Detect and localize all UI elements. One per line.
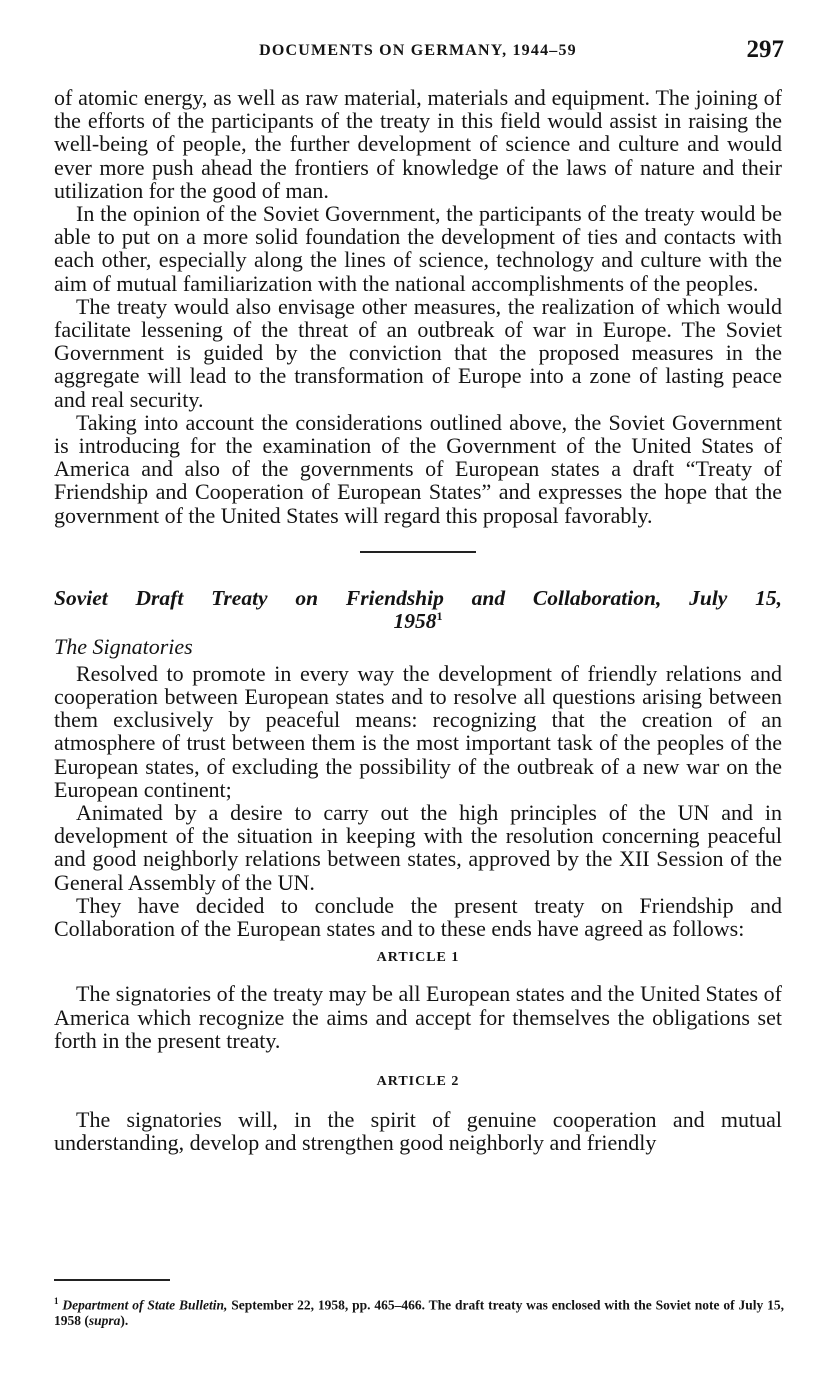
document-title-line2: 1958 (393, 608, 437, 633)
footnote-number: 1 (54, 1296, 59, 1306)
paragraph: of atomic energy, as well as raw material, materials and equipment. The joining of the efforts of the participants of the treaty in this field would assist in raising the well-being of people, the further development of science and culture and would ever more push ahead the frontiers of knowledge of the laws of nature and their utilization for the good of man. (54, 85, 782, 203)
footnote-text-b: ). (120, 1312, 129, 1328)
footnote-divider (54, 1279, 170, 1281)
signatories-heading: The Signatories (54, 633, 193, 659)
article-1-heading: ARTICLE 1 (376, 950, 460, 966)
footnote-source: Department of State Bulletin, (62, 1297, 228, 1313)
document-title (54, 587, 782, 633)
document-title-line1: Soviet Draft Treaty on Friendship and Collaboration, July 15, (54, 585, 782, 610)
preamble-paragraph: Animated by a desire to carry out the high principles of the UN and in development of the situation in keeping with the resolution concerning peaceful and good neighborly relations between states, approved by the XII Session of the General Assembly of the UN. (54, 800, 782, 895)
article-1-text: The signatories of the treaty may be all European states and the United States of America which recognize the aims and accept for themselves the obligations set forth in the present treaty. (54, 981, 782, 1053)
paragraph: The treaty would also envisage other measures, the realization of which would facilitate lessening of the threat of an outbreak of war in Europe. The Soviet Government is guided by the conviction that the proposed measures in the aggregate will lead to the transformation of Europe into a zone of lasting peace and real security. (54, 293, 782, 412)
article-2-heading: ARTICLE 2 (376, 1073, 460, 1089)
footnote-supra: supra (88, 1312, 121, 1328)
paragraph: Taking into account the considerations outlined above, the Soviet Government is introducing for the examination of the Government of the United States of America and also of the governments of European states a draft “Treaty of Friendship and Cooperation of European States” and expresses the hope that the government of the United States will regard this proposal favorably. (54, 409, 782, 528)
article-2-text: The signatories will, in the spirit of genuine cooperation and mutual understanding, develop and strengthen good neighborly and friendly (54, 1106, 782, 1156)
page-body (54, 86, 782, 1154)
page-header (0, 38, 836, 68)
page-number: 297 (746, 36, 784, 63)
paragraph: In the opinion of the Soviet Government, the participants of the treaty would be able to put on a more solid foundation the development of ties and contacts with each other, especially along the lines of science, technology and culture with the aim of mutual familiarization with the national accomplishments of the peoples. (54, 201, 782, 296)
footnote (54, 1294, 784, 1328)
section-divider (360, 551, 476, 553)
preamble-paragraph: Resolved to promote in every way the development of friendly relations and cooperation between European states and to resolve all questions arising between them exclusively by peaceful means: recognizing that the creation of an atmosphere of trust between them is the most important task of the peoples of the European states, of excluding the possibility of the outbreak of a new war on the European continent; (54, 660, 782, 802)
footnote-text-a: September 22, 1958, pp. 465–466. The draft treaty was enclosed with the Soviet note of July 15, 1958 ( (54, 1297, 785, 1328)
running-head: DOCUMENTS ON GERMANY, 1944–59 (259, 42, 577, 59)
preamble-paragraph: They have decided to conclude the present treaty on Friendship and Collaboration of the European states and to these ends have agreed as follows: (54, 892, 782, 942)
title-footnote-mark[interactable]: 1 (436, 608, 443, 623)
